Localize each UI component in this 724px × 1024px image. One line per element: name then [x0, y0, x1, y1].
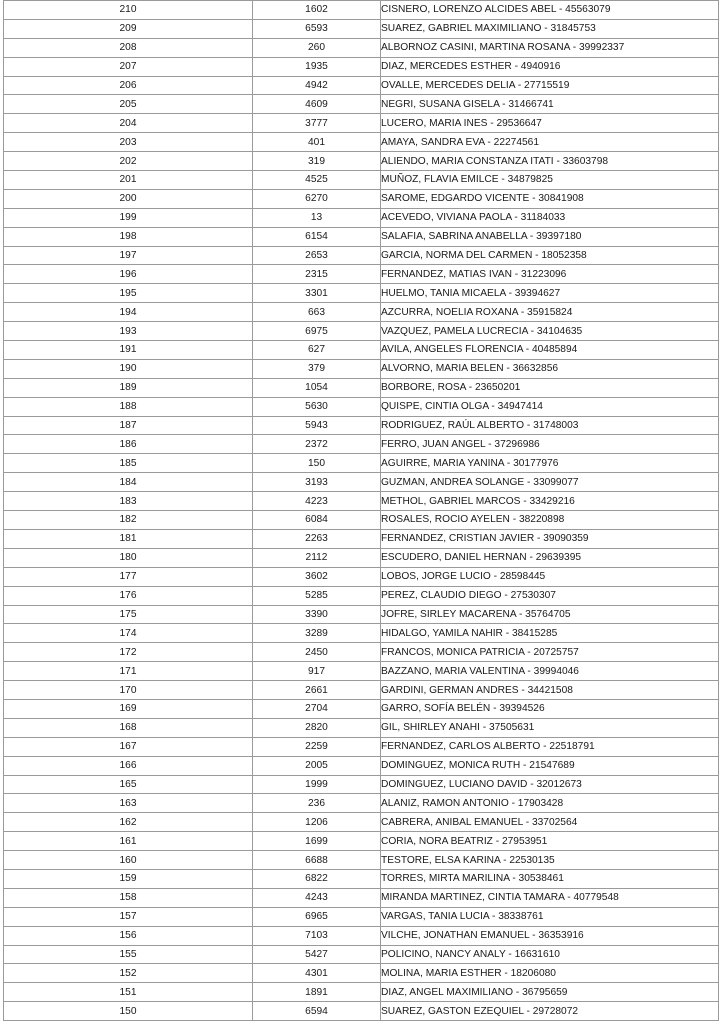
name-cell: FERRO, JUAN ANGEL - 37296986 [381, 435, 719, 454]
table-row [4, 737, 719, 756]
name-cell: CORIA, NORA BEATRIZ - 27953951 [381, 832, 719, 851]
name-cell: FERNANDEZ, MATIAS IVAN - 31223096 [381, 265, 719, 284]
table-row [4, 38, 719, 57]
order-cell: 193 [4, 322, 253, 341]
order-cell: 201 [4, 171, 253, 190]
name-cell: AZCURRA, NOELIA ROXANA - 35915824 [381, 303, 719, 322]
table-row [4, 303, 719, 322]
number-cell: 3289 [253, 624, 381, 643]
table-row [4, 567, 719, 586]
order-cell: 171 [4, 662, 253, 681]
table-row [4, 945, 719, 964]
table-row [4, 492, 719, 511]
number-cell: 379 [253, 359, 381, 378]
table-row [4, 1002, 719, 1021]
number-cell: 627 [253, 341, 381, 360]
order-cell: 187 [4, 416, 253, 435]
order-cell: 167 [4, 737, 253, 756]
name-cell: GARCIA, NORMA DEL CARMEN - 18052358 [381, 246, 719, 265]
name-cell: LOBOS, JORGE LUCIO - 28598445 [381, 567, 719, 586]
number-cell: 2112 [253, 548, 381, 567]
number-cell: 2704 [253, 699, 381, 718]
name-cell: FERNANDEZ, CARLOS ALBERTO - 22518791 [381, 737, 719, 756]
table-row [4, 794, 719, 813]
number-cell: 6594 [253, 1002, 381, 1021]
order-cell: 157 [4, 907, 253, 926]
name-cell: GARDINI, GERMAN ANDRES - 34421508 [381, 681, 719, 700]
name-cell: AVILA, ANGELES FLORENCIA - 40485894 [381, 341, 719, 360]
number-cell: 236 [253, 794, 381, 813]
table-row [4, 813, 719, 832]
order-cell: 209 [4, 19, 253, 38]
order-cell: 160 [4, 851, 253, 870]
number-cell: 1054 [253, 378, 381, 397]
table-row [4, 964, 719, 983]
table-row [4, 265, 719, 284]
number-cell: 319 [253, 152, 381, 171]
number-cell: 2661 [253, 681, 381, 700]
order-cell: 184 [4, 473, 253, 492]
name-cell: POLICINO, NANCY ANALY - 16631610 [381, 945, 719, 964]
number-cell: 260 [253, 38, 381, 57]
order-cell: 208 [4, 38, 253, 57]
table-row [4, 926, 719, 945]
order-cell: 175 [4, 605, 253, 624]
name-cell: DIAZ, ANGEL MAXIMILIANO - 36795659 [381, 983, 719, 1002]
table-row [4, 662, 719, 681]
name-cell: QUISPE, CINTIA OLGA - 34947414 [381, 397, 719, 416]
table-row [4, 888, 719, 907]
number-cell: 5285 [253, 586, 381, 605]
number-cell: 401 [253, 133, 381, 152]
order-cell: 180 [4, 548, 253, 567]
order-cell: 185 [4, 454, 253, 473]
name-cell: NEGRI, SUSANA GISELA - 31466741 [381, 95, 719, 114]
name-cell: ALBORNOZ CASINI, MARTINA ROSANA - 39992337 [381, 38, 719, 57]
number-cell: 6965 [253, 907, 381, 926]
name-cell: DOMINGUEZ, LUCIANO DAVID - 32012673 [381, 775, 719, 794]
name-cell: BORBORE, ROSA - 23650201 [381, 378, 719, 397]
name-cell: CISNERO, LORENZO ALCIDES ABEL - 45563079 [381, 1, 719, 20]
number-cell: 7103 [253, 926, 381, 945]
table-row [4, 322, 719, 341]
number-cell: 4301 [253, 964, 381, 983]
order-cell: 170 [4, 681, 253, 700]
table-row [4, 378, 719, 397]
order-cell: 156 [4, 926, 253, 945]
name-cell: GIL, SHIRLEY ANAHI - 37505631 [381, 718, 719, 737]
order-cell: 155 [4, 945, 253, 964]
order-cell: 158 [4, 888, 253, 907]
table-row [4, 907, 719, 926]
order-cell: 197 [4, 246, 253, 265]
order-cell: 152 [4, 964, 253, 983]
table-row [4, 718, 719, 737]
order-cell: 207 [4, 57, 253, 76]
number-cell: 1999 [253, 775, 381, 794]
table-row [4, 775, 719, 794]
order-cell: 151 [4, 983, 253, 1002]
order-cell: 182 [4, 511, 253, 530]
number-cell: 1602 [253, 1, 381, 20]
table-row [4, 586, 719, 605]
order-cell: 166 [4, 756, 253, 775]
table-row [4, 511, 719, 530]
order-cell: 161 [4, 832, 253, 851]
table-row [4, 95, 719, 114]
order-cell: 189 [4, 378, 253, 397]
table-row [4, 227, 719, 246]
table-row [4, 756, 719, 775]
table-row [4, 114, 719, 133]
name-cell: HIDALGO, YAMILA NAHIR - 38415285 [381, 624, 719, 643]
table-row [4, 869, 719, 888]
name-cell: SALAFIA, SABRINA ANABELLA - 39397180 [381, 227, 719, 246]
table-row [4, 416, 719, 435]
name-cell: MOLINA, MARIA ESTHER - 18206080 [381, 964, 719, 983]
ranking-table-body [4, 1, 719, 1021]
name-cell: VAZQUEZ, PAMELA LUCRECIA - 34104635 [381, 322, 719, 341]
order-cell: 162 [4, 813, 253, 832]
table-row [4, 284, 719, 303]
name-cell: ALANIZ, RAMON ANTONIO - 17903428 [381, 794, 719, 813]
table-row [4, 454, 719, 473]
order-cell: 176 [4, 586, 253, 605]
table-row [4, 1, 719, 20]
table-row [4, 851, 719, 870]
order-cell: 199 [4, 208, 253, 227]
table-row [4, 76, 719, 95]
order-cell: 169 [4, 699, 253, 718]
number-cell: 6593 [253, 19, 381, 38]
order-cell: 196 [4, 265, 253, 284]
number-cell: 3390 [253, 605, 381, 624]
name-cell: VILCHE, JONATHAN EMANUEL - 36353916 [381, 926, 719, 945]
ranking-table [3, 0, 719, 1021]
name-cell: ACEVEDO, VIVIANA PAOLA - 31184033 [381, 208, 719, 227]
number-cell: 4609 [253, 95, 381, 114]
number-cell: 2315 [253, 265, 381, 284]
table-row [4, 624, 719, 643]
name-cell: HUELMO, TANIA MICAELA - 39394627 [381, 284, 719, 303]
number-cell: 2820 [253, 718, 381, 737]
number-cell: 6270 [253, 189, 381, 208]
name-cell: AMAYA, SANDRA EVA - 22274561 [381, 133, 719, 152]
number-cell: 2653 [253, 246, 381, 265]
name-cell: VARGAS, TANIA LUCIA - 38338761 [381, 907, 719, 926]
order-cell: 200 [4, 189, 253, 208]
name-cell: CABRERA, ANIBAL EMANUEL - 33702564 [381, 813, 719, 832]
table-row [4, 133, 719, 152]
table-row [4, 605, 719, 624]
table-row [4, 681, 719, 700]
name-cell: ALVORNO, MARIA BELEN - 36632856 [381, 359, 719, 378]
order-cell: 186 [4, 435, 253, 454]
table-row [4, 983, 719, 1002]
number-cell: 1891 [253, 983, 381, 1002]
order-cell: 206 [4, 76, 253, 95]
table-row [4, 473, 719, 492]
order-cell: 177 [4, 567, 253, 586]
number-cell: 1699 [253, 832, 381, 851]
order-cell: 165 [4, 775, 253, 794]
order-cell: 181 [4, 529, 253, 548]
number-cell: 1935 [253, 57, 381, 76]
table-row [4, 643, 719, 662]
order-cell: 188 [4, 397, 253, 416]
order-cell: 191 [4, 341, 253, 360]
table-row [4, 19, 719, 38]
table-row [4, 171, 719, 190]
name-cell: GARRO, SOFÍA BELÉN - 39394526 [381, 699, 719, 718]
name-cell: SAROME, EDGARDO VICENTE - 30841908 [381, 189, 719, 208]
number-cell: 2450 [253, 643, 381, 662]
number-cell: 4243 [253, 888, 381, 907]
order-cell: 168 [4, 718, 253, 737]
name-cell: RODRIGUEZ, RAÚL ALBERTO - 31748003 [381, 416, 719, 435]
order-cell: 205 [4, 95, 253, 114]
name-cell: FERNANDEZ, CRISTIAN JAVIER - 39090359 [381, 529, 719, 548]
name-cell: LUCERO, MARIA INES - 29536647 [381, 114, 719, 133]
table-row [4, 832, 719, 851]
number-cell: 663 [253, 303, 381, 322]
number-cell: 6975 [253, 322, 381, 341]
table-row [4, 359, 719, 378]
name-cell: PEREZ, CLAUDIO DIEGO - 27530307 [381, 586, 719, 605]
order-cell: 172 [4, 643, 253, 662]
order-cell: 195 [4, 284, 253, 303]
order-cell: 159 [4, 869, 253, 888]
number-cell: 6084 [253, 511, 381, 530]
table-row [4, 529, 719, 548]
number-cell: 3777 [253, 114, 381, 133]
number-cell: 6154 [253, 227, 381, 246]
number-cell: 5427 [253, 945, 381, 964]
number-cell: 13 [253, 208, 381, 227]
name-cell: DOMINGUEZ, MONICA RUTH - 21547689 [381, 756, 719, 775]
number-cell: 4525 [253, 171, 381, 190]
name-cell: FRANCOS, MONICA PATRICIA - 20725757 [381, 643, 719, 662]
order-cell: 174 [4, 624, 253, 643]
number-cell: 2005 [253, 756, 381, 775]
number-cell: 3301 [253, 284, 381, 303]
number-cell: 6822 [253, 869, 381, 888]
name-cell: GUZMAN, ANDREA SOLANGE - 33099077 [381, 473, 719, 492]
table-row [4, 189, 719, 208]
name-cell: ROSALES, ROCIO AYELEN - 38220898 [381, 511, 719, 530]
name-cell: ALIENDO, MARIA CONSTANZA ITATI - 33603798 [381, 152, 719, 171]
number-cell: 2259 [253, 737, 381, 756]
order-cell: 163 [4, 794, 253, 813]
order-cell: 190 [4, 359, 253, 378]
order-cell: 183 [4, 492, 253, 511]
number-cell: 4223 [253, 492, 381, 511]
number-cell: 150 [253, 454, 381, 473]
order-cell: 203 [4, 133, 253, 152]
order-cell: 204 [4, 114, 253, 133]
number-cell: 5943 [253, 416, 381, 435]
number-cell: 1206 [253, 813, 381, 832]
name-cell: SUAREZ, GABRIEL MAXIMILIANO - 31845753 [381, 19, 719, 38]
name-cell: TORRES, MIRTA MARILINA - 30538461 [381, 869, 719, 888]
table-row [4, 57, 719, 76]
name-cell: SUAREZ, GASTON EZEQUIEL - 29728072 [381, 1002, 719, 1021]
order-cell: 194 [4, 303, 253, 322]
name-cell: MUÑOZ, FLAVIA EMILCE - 34879825 [381, 171, 719, 190]
name-cell: AGUIRRE, MARIA YANINA - 30177976 [381, 454, 719, 473]
number-cell: 6688 [253, 851, 381, 870]
name-cell: METHOL, GABRIEL MARCOS - 33429216 [381, 492, 719, 511]
table-row [4, 208, 719, 227]
number-cell: 5630 [253, 397, 381, 416]
name-cell: TESTORE, ELSA KARINA - 22530135 [381, 851, 719, 870]
number-cell: 3602 [253, 567, 381, 586]
number-cell: 917 [253, 662, 381, 681]
name-cell: MIRANDA MARTINEZ, CINTIA TAMARA - 40779548 [381, 888, 719, 907]
order-cell: 210 [4, 1, 253, 20]
name-cell: ESCUDERO, DANIEL HERNAN - 29639395 [381, 548, 719, 567]
table-row [4, 397, 719, 416]
table-row [4, 699, 719, 718]
order-cell: 150 [4, 1002, 253, 1021]
table-row [4, 341, 719, 360]
name-cell: BAZZANO, MARIA VALENTINA - 39994046 [381, 662, 719, 681]
number-cell: 4942 [253, 76, 381, 95]
table-row [4, 548, 719, 567]
table-row [4, 435, 719, 454]
number-cell: 3193 [253, 473, 381, 492]
order-cell: 202 [4, 152, 253, 171]
number-cell: 2372 [253, 435, 381, 454]
order-cell: 198 [4, 227, 253, 246]
name-cell: OVALLE, MERCEDES DELIA - 27715519 [381, 76, 719, 95]
table-row [4, 246, 719, 265]
table-row [4, 152, 719, 171]
number-cell: 2263 [253, 529, 381, 548]
name-cell: DIAZ, MERCEDES ESTHER - 4940916 [381, 57, 719, 76]
name-cell: JOFRE, SIRLEY MACARENA - 35764705 [381, 605, 719, 624]
